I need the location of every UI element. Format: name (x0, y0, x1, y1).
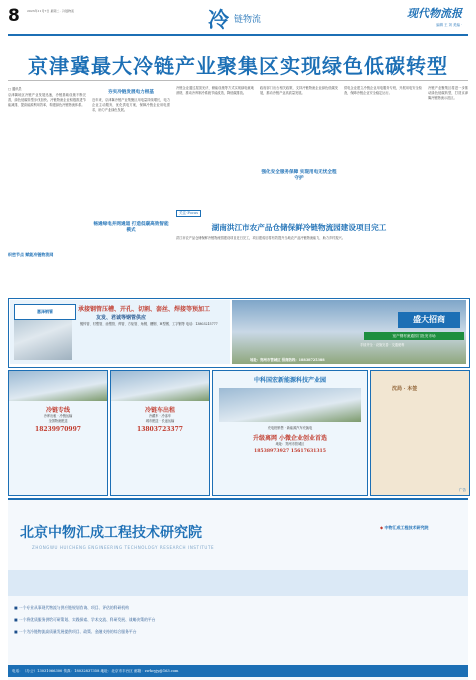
ad-steel-logo: 惠泽钢管 (14, 304, 76, 320)
institute-logo-text: 中物汇成工程技术研究院 (384, 525, 429, 530)
focus-tag: 关注·Focus (176, 210, 201, 217)
column-text: 近年来，京津冀冷链产业集聚区用电量持续增长，电力企业主动服务，优化供电方案，保障冷链企业用电需求，助力产业绿色发展。 (92, 98, 170, 112)
ad-line: 充电桩销售 · 新能源汽车充换电 (267, 426, 313, 430)
steel-pipes-image (14, 320, 72, 360)
ad-institute-item: ■ 一个为冷链物流高质量发展提供项目、政策、金融支持的综合服务平台 (14, 629, 137, 634)
ad-label: 广告 (458, 488, 466, 492)
ad-photo (9, 371, 107, 401)
headline-rule (8, 80, 468, 81)
ad-institute-english: ZHONGWU HUICHENG ENGINEERING TECHNOLOGY RESEARCH INSTITUTE (32, 545, 215, 550)
ad-line: 全国物流配送 (48, 419, 68, 423)
ad-slogan: 升级离网 小微企业创业首选 (252, 435, 328, 442)
section-char: 冷 (208, 7, 229, 32)
institute-logo-icon: ◆ (380, 525, 384, 530)
subhead: 夯实冷链发展电力根基 (108, 90, 154, 95)
column-text: 冷链产业聚集区将进一步推动绿色低碳转型，打造京津冀冷链物流示范区。 (428, 86, 468, 100)
ad-invest-address: 地址：郑州市管城区 招商热线：18838725388 (250, 358, 325, 362)
ad-institute-contact: 电话：（办公）13031066300 传真：18032837358 地址：北京市丰台区 邮箱：zwhcyjy@163.com (12, 669, 179, 673)
header-rule (8, 34, 468, 36)
ad-institute-item: ■ 一个专业从事现代物流与供应链规划咨询、项目、评估的科研机构 (14, 605, 129, 610)
ad-energy-park[interactable] (212, 370, 368, 496)
ad-truck-rental[interactable] (110, 370, 210, 496)
ad-title: 冷链专线 (45, 407, 70, 414)
subhead: 强化安全服务保障 实现用电无忧全程守护 (261, 170, 337, 181)
byline: □ 通讯员 (8, 87, 22, 91)
ad-institute-title: 北京中物汇成工程技术研究院 (20, 525, 202, 541)
ad-phone: 13803723377 (137, 426, 183, 433)
ad-institute-item: ■ 一个将优质服务供给可研策划、实践探索、学术交流、科研发展、战略决策的平台 (14, 617, 156, 622)
column-text: 冷链企业通过屋顶光伏、储能设施等方式实现绿电就地消纳，推动冷库制冷系统节能改造，降低碳排放。 (176, 86, 254, 95)
column-text: 供电企业建立冷链企业用电服务专班，开展用电安全检查，保障冷链企业安全稳定运行。 (344, 86, 422, 95)
headline: 京津冀最大冷链产业聚集区实现绿色低碳转型 (28, 54, 448, 78)
ad-line: 冷库出租 · 冷链运输 (43, 414, 73, 418)
page-number: 8 (8, 6, 20, 26)
ad-invest-tags: 手续齐全 · 设施完善 · 交通便利 (360, 343, 405, 347)
photo-caption: 织密节点 赋能冷链物流网 (8, 252, 54, 257)
ad-steel-title: 承接钢管压槽、开孔、切割、套丝、焊接等预加工 (78, 306, 211, 313)
ad-cold-chain-line[interactable] (8, 370, 108, 496)
column-text: 政府部门出台相关政策，支持冷链物流企业绿色低碳发展，推动冷链产业高质量发展。 (260, 86, 338, 95)
ad-photo (219, 388, 361, 422)
ad-title: 冷链车出租 (144, 407, 175, 414)
ad-invest-headline: 盛大招商 (398, 312, 460, 328)
ad-steel-subtitle: 友发、君诚等钢管供应 (96, 315, 147, 321)
ad-invest-feature: 宽产钢材流通园门批发市场 (364, 332, 464, 340)
ad-phone: 18538973927 15617631315 (254, 449, 326, 454)
subhead: 畅通绿电并网通道 打造低碳高效智能模式 (93, 222, 169, 233)
ad-title: 中科国宏新能源科技产业园 (253, 377, 326, 384)
ad-line: 地址：郑州市管城区 (275, 442, 305, 446)
ad-photo (111, 371, 209, 401)
ad-line: 城市配送 · 长途运输 (145, 419, 175, 423)
ad-brand-name: 沈局 · 本签 (392, 386, 418, 392)
hubei-article-text: 洪江市农产品仓储保鲜冷链物流园建设项目近日完工，项目建成后将有效提升当地农产品冷链物流能力，助力乡村振兴。 (176, 236, 345, 240)
article-title-hubei: 湖南洪江市农产品仓储保鲜冷链物流园建设项目完工 (211, 223, 387, 232)
ad-steel-body: 镀锌管、衬塑管、涂塑管、焊管、方矩管、角钢、槽钢、H型钢、工字钢等 电话：13803215777 (80, 322, 218, 326)
column-text: 京津冀地区冷链产业发展迅速，冷链基础设施不断完善，绿色低碳转型步伐加快。冷链物流企业积极推进节能减排，提高能源利用效率，构建绿色冷链物流体系。 (8, 93, 86, 107)
paper-date: 编辑 王 刘 美编 · (436, 23, 462, 27)
ad-line: 冷藏车 · 冷冻车 (148, 414, 172, 418)
section-name: 链物流 (234, 15, 262, 25)
ad-institute-logo (380, 525, 462, 531)
ad-institute-band (8, 570, 468, 596)
masthead-meta: 2023年11月7日 星期二 · 冷链物流 (27, 9, 75, 13)
ad-phone: 18239970997 (35, 426, 81, 433)
ad-brand-tea[interactable] (370, 370, 470, 496)
paper-name: 现代物流报 (407, 7, 462, 20)
